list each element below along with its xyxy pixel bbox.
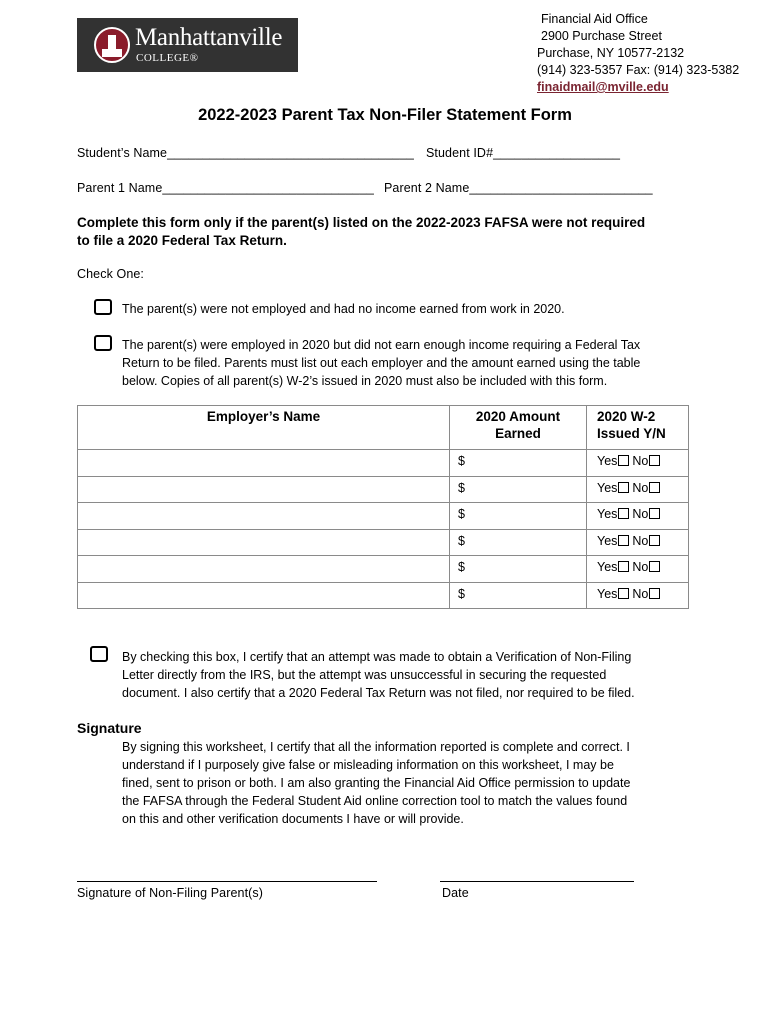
option2-checkbox[interactable] (94, 335, 112, 351)
form-title: 2022-2023 Parent Tax Non-Filer Statement Form (198, 106, 572, 124)
yes-label: Yes (597, 586, 618, 601)
no-checkbox[interactable] (649, 455, 660, 466)
option2-line3: below. Copies of all parent(s) W-2’s issued in 2020 must also be included with this form. (122, 374, 608, 388)
option2-line2: Return to be filed. Parents must list out each employer and the amount earned using the table (122, 356, 641, 370)
no-label: No (632, 454, 649, 468)
amount-earned-header: 2020 Amount Earned (450, 406, 587, 450)
office-line: Financial Aid Office (541, 12, 648, 26)
yes-checkbox[interactable] (618, 535, 629, 546)
table-row (78, 582, 689, 609)
no-label: No (632, 533, 649, 548)
certify-line1: By checking this box, I certify that an attempt was made to obtain a Verification of Non-Filing (122, 650, 632, 664)
student-name-field[interactable]: Student’s Name___________________________________ (77, 146, 414, 160)
signature-line5: on this and other verification documents I have or will provide. (122, 812, 464, 826)
instruction-line1: Complete this form only if the parent(s) listed on the 2022-2023 FAFSA were not required (77, 215, 646, 230)
dollar-sign: $ (458, 586, 465, 601)
check-one-label: Check One: (77, 267, 145, 281)
no-label: No (632, 586, 649, 601)
yes-label: Yes (597, 480, 618, 495)
yes-label: Yes (597, 507, 618, 521)
no-checkbox[interactable] (649, 508, 660, 519)
table-header-row (78, 406, 689, 450)
dollar-sign: $ (458, 480, 465, 495)
yes-label: Yes (597, 533, 618, 548)
amount-earned-cell[interactable] (450, 476, 587, 503)
signature-input-line[interactable] (77, 881, 377, 882)
certify-checkbox[interactable] (90, 646, 108, 662)
yes-label: Yes (597, 454, 618, 468)
no-checkbox[interactable] (649, 482, 660, 493)
parent1-name-field[interactable]: Parent 1 Name______________________________ (77, 181, 374, 195)
dollar-sign: $ (458, 560, 465, 574)
w2-issued-header: 2020 W-2 Issued Y/N (587, 406, 689, 450)
employer-name-cell[interactable] (78, 582, 450, 609)
parent2-name-field[interactable]: Parent 2 Name__________________________ (384, 181, 653, 195)
no-label: No (632, 480, 649, 495)
amount-earned-cell[interactable] (450, 529, 587, 556)
yes-checkbox[interactable] (618, 455, 629, 466)
logo-name: Manhattanville (135, 24, 283, 51)
employer-name-cell[interactable] (78, 450, 450, 477)
instruction-line2: to file a 2020 Federal Tax Return. (77, 233, 287, 248)
option1-checkbox[interactable] (94, 299, 112, 315)
employer-name-cell[interactable] (78, 503, 450, 530)
table-row (78, 556, 689, 583)
signature-line1: By signing this worksheet, I certify that all the information reported is complete and correct. I (122, 740, 630, 754)
email-link[interactable]: finaidmail@mville.edu (537, 80, 669, 94)
college-logo (77, 18, 298, 72)
table-row (78, 450, 689, 477)
street-line: 2900 Purchase Street (541, 29, 662, 43)
w2-issued-cell (587, 503, 689, 530)
option1-text: The parent(s) were not employed and had no income earned from work in 2020. (122, 302, 565, 316)
yes-checkbox[interactable] (618, 561, 629, 572)
signature-line3: fined, sent to prison or both. I am also granting the Financial Aid Office permission to update (122, 776, 631, 790)
logo-subtitle: COLLEGE® (136, 52, 199, 64)
table-row (78, 476, 689, 503)
no-label: No (632, 560, 649, 574)
w2-issued-cell (587, 450, 689, 477)
signature-line2: understand if I purposely give false or misleading information on this worksheet, I may be (122, 758, 614, 772)
student-id-field[interactable]: Student ID#__________________ (426, 146, 621, 160)
w2-issued-cell (587, 582, 689, 609)
table-row (78, 529, 689, 556)
option2-line1: The parent(s) were employed in 2020 but did not earn enough income requiring a Federal Tax (122, 338, 641, 352)
w2-issued-cell (587, 529, 689, 556)
employer-name-cell[interactable] (78, 529, 450, 556)
employer-name-header: Employer’s Name (78, 406, 450, 450)
city-line: Purchase, NY 10577-2132 (537, 46, 685, 60)
no-checkbox[interactable] (649, 588, 660, 599)
signature-label: Signature of Non-Filing Parent(s) (77, 886, 264, 900)
signature-heading: Signature (77, 720, 142, 736)
no-label: No (632, 507, 649, 521)
w2-issued-cell (587, 476, 689, 503)
employer-table (77, 405, 689, 609)
table-row (78, 503, 689, 530)
date-label: Date (442, 886, 469, 900)
date-input-line[interactable] (440, 881, 634, 882)
phone-line: (914) 323-5357 Fax: (914) 323-5382 (537, 63, 740, 77)
employer-name-cell[interactable] (78, 556, 450, 583)
dollar-sign: $ (458, 507, 465, 521)
dollar-sign: $ (458, 533, 465, 548)
amount-earned-cell[interactable] (450, 556, 587, 583)
no-checkbox[interactable] (649, 535, 660, 546)
yes-checkbox[interactable] (618, 588, 629, 599)
yes-checkbox[interactable] (618, 482, 629, 493)
college-seal-icon (94, 27, 130, 63)
w2-issued-cell (587, 556, 689, 583)
dollar-sign: $ (458, 454, 465, 468)
amount-earned-cell[interactable] (450, 503, 587, 530)
employer-name-cell[interactable] (78, 476, 450, 503)
no-checkbox[interactable] (649, 561, 660, 572)
amount-earned-cell[interactable] (450, 450, 587, 477)
yes-label: Yes (597, 560, 618, 574)
signature-line4: the FAFSA through the Federal Student Aid online correction tool to match the values found (122, 794, 628, 808)
certify-line2: Letter directly from the IRS, but the attempt was unsuccessful in securing the requested (122, 668, 607, 682)
amount-earned-cell[interactable] (450, 582, 587, 609)
certify-line3: document. I also certify that a 2020 Federal Tax Return was not filed, nor required to be filed. (122, 686, 635, 700)
yes-checkbox[interactable] (618, 508, 629, 519)
